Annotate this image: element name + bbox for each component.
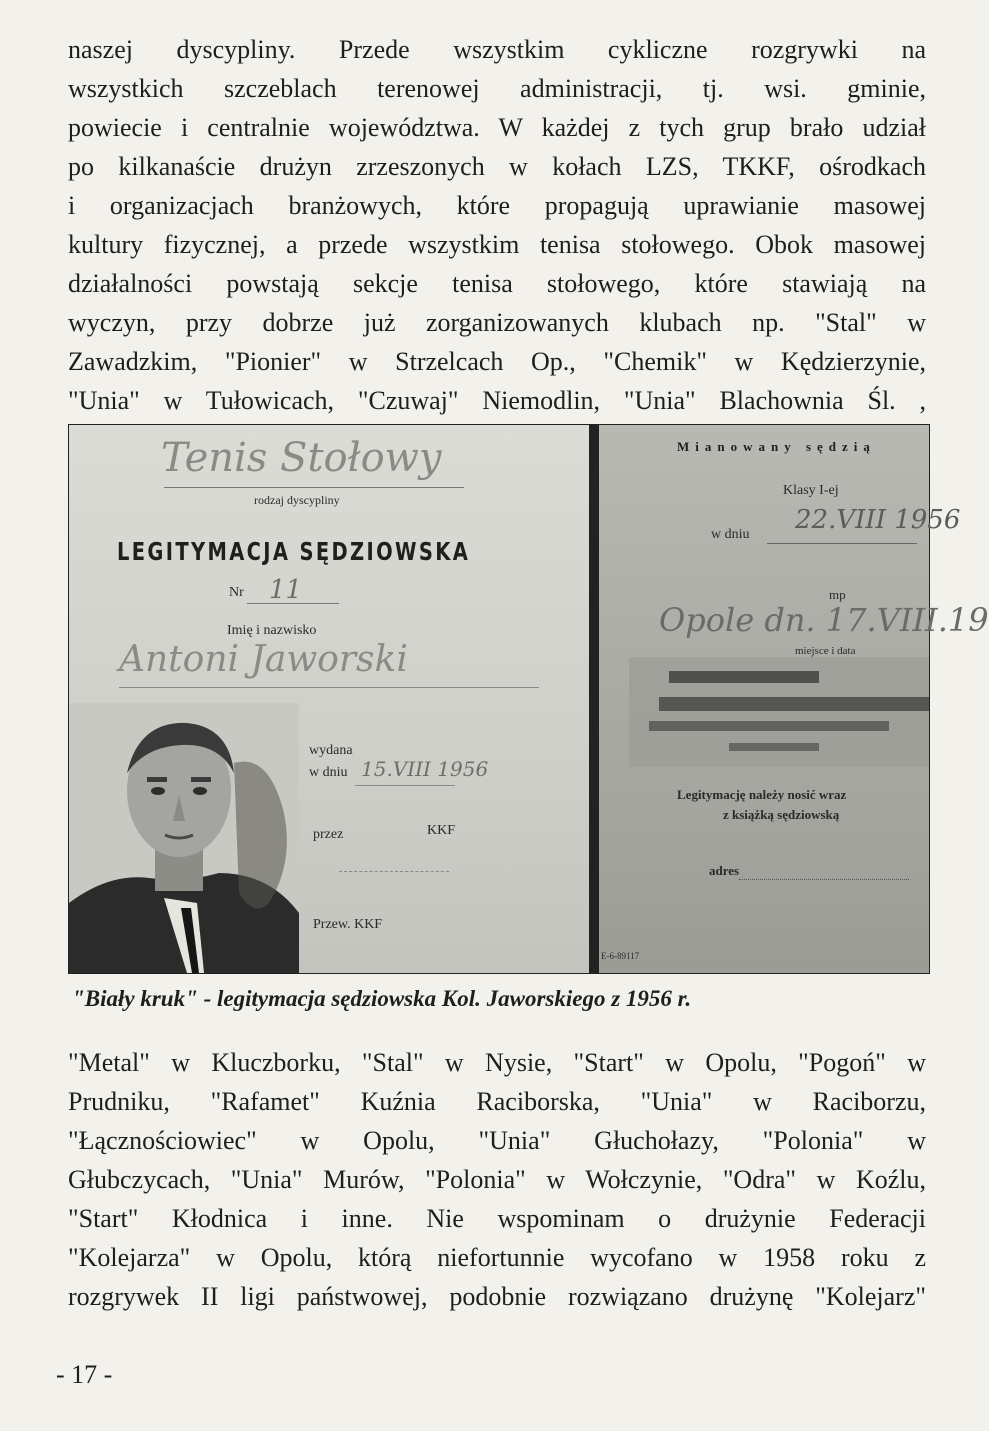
text-line: powiecie i centralnie województwa. W każdej z tych grup brało udział [68, 113, 926, 142]
text-line: "Unia" w Tułowicach, "Czuwaj" Niemodlin, "Unia" Blachownia Śl. , [68, 386, 926, 415]
handwritten-issue-date: 15.VIII 1956 [361, 757, 489, 781]
mp-label: mp [829, 587, 846, 602]
issued-label: wydana [309, 743, 353, 758]
text-line: naszej dyscypliny. Przede wszystkim cykliczne rozgrywki na [68, 35, 926, 64]
class-label: Klasy I-ej [783, 483, 839, 498]
appointment-date-label: w dniu [711, 527, 750, 542]
handwritten-appointment-date: 22.VIII 1956 [795, 505, 961, 535]
field-underline [739, 879, 909, 880]
by-label: przez [313, 827, 344, 842]
handwritten-name: Antoni Jaworski [119, 639, 408, 680]
field-underline [119, 687, 539, 688]
portrait-photo [69, 703, 299, 973]
nr-value: 11 [269, 575, 303, 605]
signature-line [339, 871, 449, 872]
chair-label: Przew. KKF [313, 917, 383, 932]
page-number: - 17 - [56, 1360, 113, 1389]
id-card-right-page [599, 425, 989, 973]
photo-caption: "Biały kruk" - legitymacja sędziowska Kol. Jaworskiego z 1956 r. [72, 986, 692, 1011]
notice-line-2: z książką sędziowską [723, 807, 840, 822]
card-title: LEGITYMACJA SĘDZIOWSKA [117, 537, 471, 566]
official-stamp [629, 657, 929, 767]
text-line: kultury fizycznej, a przede wszystkim tenisa stołowego. Obok masowej [68, 230, 926, 259]
address-label: adres [709, 863, 740, 878]
by-value: KKF [427, 823, 456, 838]
text-line: rozgrywek II ligi państwowej, podobnie rozwiązano drużynę "Kolejarz" [68, 1282, 926, 1311]
handwritten-place: Opole dn. 17.VIII.19 [659, 601, 989, 639]
field-underline [247, 603, 339, 604]
serial-number: E-6-89117 [601, 951, 640, 961]
text-line: "Start" Kłodnica i inne. Nie wspominam o drużynie Federacji [68, 1204, 926, 1233]
top-paragraph [68, 30, 926, 420]
date-label: w dniu [309, 765, 348, 780]
handwritten-discipline: Tenis Stołowy [161, 435, 442, 481]
notice-line-1: Legitymację należy nosić wraz [677, 787, 847, 802]
appointed-heading: Mianowany sędzią [677, 439, 876, 454]
text-line: i organizacjach branżowych, które propagują uprawianie masowej [68, 191, 926, 220]
nr-label: Nr [229, 585, 244, 600]
name-label: Imię i nazwisko [227, 623, 317, 638]
field-underline [164, 487, 464, 488]
field-underline [767, 543, 917, 544]
text-line: Zawadzkim, "Pionier" w Strzelcach Op., "Chemik" w Kędzierzynie, [68, 347, 926, 376]
discipline-label: rodzaj dyscypliny [254, 493, 340, 507]
text-line: Głubczycach, "Unia" Murów, "Polonia" w Wołczynie, "Odra" w Koźlu, [68, 1165, 926, 1194]
id-card-left-page [69, 425, 589, 973]
text-line: działalności powstają sekcje tenisa stołowego, które stawiają na [68, 269, 926, 298]
bottom-paragraph [68, 1043, 926, 1316]
referee-id-photo [68, 424, 989, 974]
text-line: "Metal" w Kluczborku, "Stal" w Nysie, "Start" w Opolu, "Pogoń" w [68, 1048, 926, 1077]
text-line: "Kolejarza" w Opolu, którą niefortunnie wycofano w 1958 roku z [68, 1243, 926, 1272]
card-fold [589, 425, 599, 973]
text-line: "Łącznościowiec" w Opolu, "Unia" Głuchołazy, "Polonia" w [68, 1126, 926, 1155]
text-line: wyczyn, przy dobrze już zorganizowanych klubach np. "Stal" w [68, 308, 926, 337]
text-line: Prudniku, "Rafamet" Kuźnia Raciborska, "Unia" w Raciborzu, [68, 1087, 926, 1116]
text-line: wszystkich szczeblach terenowej administracji, tj. wsi. gminie, [68, 74, 926, 103]
place-date-label: miejsce i data [795, 645, 856, 657]
field-underline [355, 785, 455, 786]
text-line: po kilkanaście drużyn zrzeszonych w kołach LZS, TKKF, ośrodkach [68, 152, 926, 181]
